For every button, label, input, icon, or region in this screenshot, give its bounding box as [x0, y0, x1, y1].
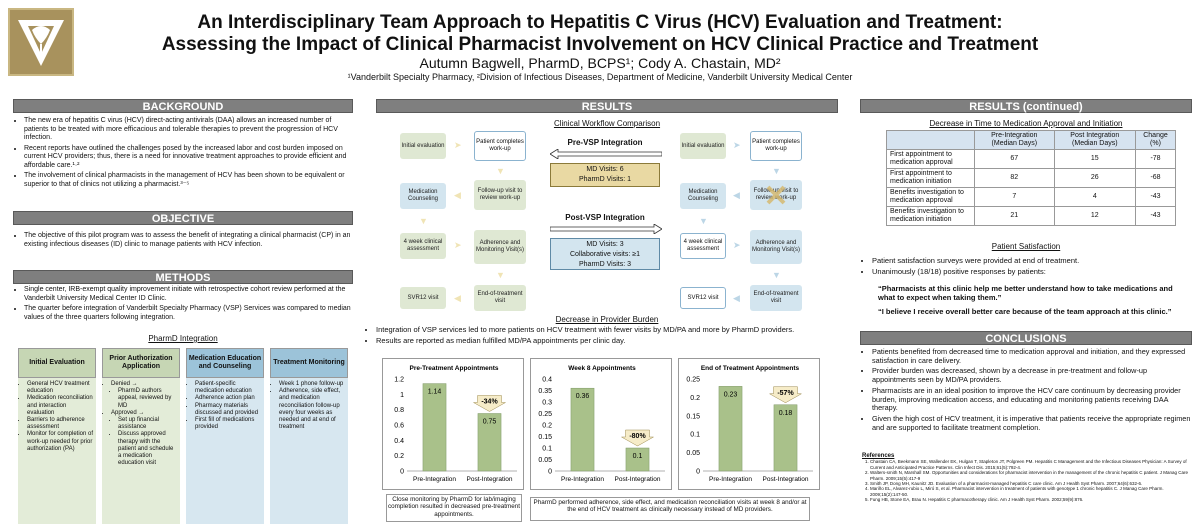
pre-adherence-visits: Adherence and Monitoring Visit(s)	[474, 230, 526, 264]
bar	[719, 386, 742, 471]
table-cell: 7	[975, 188, 1055, 207]
pre-pharmd-visits: PharmD Visits: 1	[579, 176, 631, 183]
pi-item: • Monitor for completion of work-up needed for prior authorization (PA)	[27, 431, 94, 453]
burden-title: Decrease in Provider Burden	[555, 315, 659, 324]
y-tick-label: 0	[548, 468, 552, 476]
quote-2: “I believe I receive overall better care because of the team approach at this clinic.”	[878, 307, 1172, 316]
post-medication-counseling: Medication Counseling	[680, 183, 726, 209]
conclusions-heading: CONCLUSIONS	[860, 331, 1192, 345]
pi-denied	[111, 381, 178, 410]
conclusion-bullet: • Patients benefited from decreased time to medication approval and initiation, and they expressed satisfaction in care delivery.	[872, 348, 1192, 365]
y-tick-label: 0.05	[686, 450, 700, 458]
table-cell: -68	[1136, 169, 1176, 188]
background-heading: BACKGROUND	[13, 99, 353, 113]
arrow-right-icon: ➤	[733, 140, 741, 150]
arrow-down-icon: ▼	[496, 166, 505, 176]
title-line-2: Assessing the Impact of Clinical Pharmacist Involvement on HCV Clinical Practice and Treatment	[161, 34, 1039, 55]
pi-col-medication-education	[186, 348, 264, 524]
quote-1: “Pharmacists at this clinic help me better understand how to take medications and what to expect when taking them.”	[878, 284, 1173, 302]
arrow-right-icon: ➤	[733, 240, 741, 250]
x-tick-label: Post-Integration	[614, 476, 661, 483]
bar-value-label: 0.36	[575, 393, 590, 401]
y-tick-label: 0.05	[538, 457, 552, 464]
table-cell: First appointment to medication initiation	[887, 169, 975, 188]
y-tick-label: 0.15	[538, 434, 552, 441]
chart-title: End of Treatment Appointments	[700, 365, 800, 372]
satisfaction-bullets	[862, 256, 1192, 278]
post-4week-assessment: 4 week clinical assessment	[680, 233, 726, 259]
results-heading: RESULTS	[376, 99, 838, 113]
post-patient-workup: Patient completes work-up	[750, 131, 802, 161]
x-tick-label: Pre-Integration	[413, 476, 456, 483]
table-header: Post Integration (Median Days)	[1054, 131, 1135, 150]
post-followup-visit	[750, 180, 802, 210]
y-tick-label: 0.2	[542, 422, 552, 430]
pi-col-title: Initial Evaluation	[18, 348, 96, 378]
table-cell: 26	[1054, 169, 1135, 188]
table-cell: First appointment to medication approval	[887, 150, 975, 169]
pre-vsp-label: Pre-VSP Integration	[567, 138, 643, 147]
methods-heading: METHODS	[13, 270, 353, 284]
bar-value-label: 0.23	[723, 391, 738, 399]
y-tick-label: 0.8	[394, 407, 404, 415]
bar-value-label: 0.18	[778, 409, 793, 417]
pre-initial-evaluation: Initial evaluation	[400, 133, 446, 159]
results-cont-heading: RESULTS (continued)	[860, 99, 1192, 113]
y-tick-label: 0.1	[542, 445, 552, 453]
cross-out-icon	[766, 185, 786, 205]
pre-medication-counseling: Medication Counseling	[400, 183, 446, 209]
y-tick-label: 0.4	[542, 376, 552, 384]
post-initial-evaluation: Initial evaluation	[680, 133, 726, 159]
pi-item: • Adherence action plan	[195, 395, 262, 402]
reference-item: 4. Mariño EL, Alvarez-rubio L, Miró S, et al. Pharmacist intervention in treatment of patients with genotype 1 chronic hepatitis C. J Manag Care Pharm. 2009;15(2):147-50.	[870, 486, 1192, 497]
post-visit-counts	[550, 238, 660, 270]
burden-bullet: • Integration of VSP services led to more patients on HCV treatment with fewer visits by MD/PA and more by PharmD providers.	[376, 325, 836, 334]
table-row	[887, 188, 1176, 207]
arrow-right-icon	[550, 224, 662, 234]
reference-item: 2. Walters-smith N, Marshall SM. Opportunities and considerations for pharmacist intervention in the management of the chronic hepatitis C patient. J Manag Care Pharm. 2009;15(5):417-9	[870, 470, 1192, 481]
table-cell: 15	[1054, 150, 1135, 169]
pi-col-title: Medication Education and Counseling	[186, 348, 264, 378]
objective-bullets	[14, 232, 354, 251]
chart-svg	[679, 359, 821, 491]
chart-svg	[531, 359, 673, 491]
pi-col-body	[270, 378, 348, 524]
burden-bullets	[366, 325, 836, 347]
table-cell: 82	[975, 169, 1055, 188]
references-heading: References	[862, 453, 895, 459]
oak-leaf-v-icon	[10, 10, 72, 74]
y-tick-label: 0	[696, 468, 700, 476]
reference-item: 3. Smith JP, Dong MH, Kaunitz JD. Evaluation of a pharmacist-managed hepatitis C care clinic. Am J Health Syst Pharm. 2007;64(6):632-6.	[870, 481, 1192, 486]
authors: Autumn Bagwell, PharmD, BCPS¹; Cody A. Chastain, MD²	[419, 55, 781, 71]
caption-left: Close monitoring by PharmD for lab/imaging completion resulted in decreased pre-treatment appointments.	[386, 494, 522, 522]
arrow-left-icon: ◀	[733, 190, 740, 200]
pre-svr12-visit: SVR12 visit	[400, 287, 446, 309]
affiliations: ¹Vanderbilt Specialty Pharmacy, ²Division of Infectious Diseases, Department of Medicine, Vanderbilt University Medical Center	[347, 72, 853, 82]
arrow-left-icon: ◀	[733, 293, 740, 303]
y-tick-label: 0.2	[690, 394, 700, 402]
burden-bullet: • Results are reported as median fulfilled MD/PA appointments per clinic day.	[376, 336, 836, 345]
chart-title: Pre-Treatment Appointments	[409, 365, 499, 372]
y-tick-label: 0.4	[394, 437, 404, 445]
pre-md-visits: MD Visits: 6	[586, 166, 624, 173]
pi-item: • Medication reconciliation and interaction evaluation	[27, 395, 94, 417]
table-cell: Benefits investigation to medication initiation	[887, 207, 975, 226]
pi-col-body	[102, 378, 180, 524]
x-tick-label: Post-Integration	[762, 476, 809, 483]
y-tick-label: 0.15	[686, 413, 700, 421]
satisfaction-bullet: • Unanimously (18/18) positive responses by patients:	[872, 267, 1192, 276]
pi-col-prior-authorization	[102, 348, 180, 524]
pi-approved	[111, 410, 178, 468]
vanderbilt-logo	[8, 8, 74, 76]
bar	[423, 384, 446, 471]
y-tick-label: 0.6	[394, 422, 404, 430]
arrow-down-icon: ▼	[772, 166, 781, 176]
table-cell: 21	[975, 207, 1055, 226]
table-header: Change (%)	[1136, 131, 1176, 150]
post-followup-label: Follow-up visit to review work-up	[753, 188, 799, 201]
background-bullets	[14, 117, 354, 191]
conclusion-bullet: • Given the high cost of HCV treatment, it is imperative that patients receive the appropriate regimen and are supported to facilitate treatment completion.	[872, 415, 1192, 432]
table-cell: -43	[1136, 207, 1176, 226]
y-tick-label: 0.25	[538, 411, 552, 418]
methods-bullets	[14, 286, 354, 324]
table-row	[887, 169, 1176, 188]
pi-col-title: Prior Authorization Application	[102, 348, 180, 378]
caption-right: PharmD performed adherence, side effect, and medication reconciliation visits at week 8 and/or at the end of HCV treatment as clinically necessary instead of MD providers.	[530, 497, 810, 521]
table-row	[887, 150, 1176, 169]
conclusion-bullet: • Pharmacists are in an ideal position to improve the HCV care continuum by decreasing provider burden, improving medication access, and educating and monitoring patients receiving DAA therapy.	[872, 387, 1192, 413]
y-tick-label: 0.2	[394, 453, 404, 461]
bar-value-label: 1.14	[427, 388, 442, 396]
arrow-left-icon: ◀	[454, 293, 461, 303]
pi-item: • Week 1 phone follow-up	[279, 381, 346, 388]
methods-bullet: • The quarter before integration of Vanderbilt Specialty Pharmacy (VSP) Services was compared to median values of the three quarters following integration.	[24, 305, 354, 322]
arrow-right-icon: ➤	[454, 140, 462, 150]
arrow-down-icon: ▼	[496, 270, 505, 280]
table-header: Pre-Integration (Median Days)	[975, 131, 1055, 150]
conclusions-bullets	[862, 348, 1192, 434]
pre-visit-counts	[550, 163, 660, 187]
pi-col-body	[186, 378, 264, 524]
table-cell: 12	[1054, 207, 1135, 226]
bar-value-label: 0.75	[482, 418, 497, 426]
poster-header	[0, 0, 1200, 92]
title-line-1: An Interdisciplinary Team Approach to Hepatitis C Virus (HCV) Evaluation and Treatment:	[197, 12, 1003, 33]
y-tick-label: 0.25	[686, 376, 700, 384]
pi-item: • First fill of medications provided	[195, 417, 262, 431]
y-tick-label: 0.1	[690, 431, 700, 439]
pi-item: • Adherence, side effect, and medication reconciliation follow-up every four weeks as needed and at end of treatment	[279, 388, 346, 431]
table-row	[887, 207, 1176, 226]
post-svr12-visit: SVR12 visit	[680, 287, 726, 309]
arrow-left-icon: ◀	[454, 190, 461, 200]
y-tick-label: 0.35	[538, 388, 552, 395]
chart-svg	[383, 359, 525, 491]
x-tick-label: Post-Integration	[466, 476, 513, 483]
y-tick-label: 0	[400, 468, 404, 476]
change-annotation: -57%	[777, 389, 794, 397]
pre-4week-assessment: 4 week clinical assessment	[400, 233, 446, 259]
arrow-down-icon: ▼	[772, 270, 781, 280]
chart-eot	[678, 358, 820, 490]
pi-col-initial-evaluation	[18, 348, 96, 524]
post-adherence-visits: Adherence and Monitoring Visit(s)	[750, 230, 802, 264]
table-cell: 67	[975, 150, 1055, 169]
bar-value-label: 0.1	[632, 453, 643, 460]
time-table	[886, 130, 1176, 226]
bar	[571, 388, 594, 471]
y-tick-label: 0.3	[542, 399, 552, 407]
pi-item: • Set up financial assistance	[118, 417, 178, 431]
background-bullet: • The new era of hepatitis C virus (HCV) direct-acting antivirals (DAA) allows an increased number of patients to be treated with more efficacious and tolerable therapies to prevent the progression of HCV infection.	[24, 117, 354, 143]
pi-denied-label: Denied →	[111, 381, 138, 387]
workflow-title: Clinical Workflow Comparison	[553, 119, 661, 128]
chart-week8	[530, 358, 672, 490]
post-collab-visits: Collaborative visits: ≥1	[570, 251, 640, 258]
post-eot-visit: End-of-treatment visit	[750, 285, 802, 311]
objective-bullet: • The objective of this pilot program was to assess the benefit of integrating a clinical pharmacist (CP) in an existing infectious diseases (ID) clinic to manage patients with HCV infection.	[24, 232, 354, 249]
y-tick-label: 1.2	[394, 376, 404, 384]
objective-heading: OBJECTIVE	[13, 211, 353, 225]
conclusion-bullet: • Provider burden was decreased, shown by a decrease in pre-treatment and follow-up appointments seen by MD/PA providers.	[872, 367, 1192, 384]
arrow-right-icon: ➤	[454, 240, 462, 250]
pi-col-treatment-monitoring	[270, 348, 348, 524]
arrow-down-icon: ▼	[419, 216, 428, 226]
x-tick-label: Pre-Integration	[561, 476, 604, 483]
reference-item: 5. Fung HB, Stone EA, Brau N. Hepatitis C pharmacotherapy clinic. Am J Health Syst Pharm. 2002;59(9):876.	[870, 497, 1192, 502]
background-bullet: • Recent reports have outlined the challenges posed by the increased labor and cost burden imposed on current HCV providers; thus, there is a need for innovative treatment approaches to provide efficient and affordable care.¹·²	[24, 145, 354, 171]
post-pharmd-visits: PharmD Visits: 3	[579, 261, 631, 268]
pre-patient-workup: Patient completes work-up	[474, 131, 526, 161]
background-bullet: • The involvement of clinical pharmacists in the management of HCV has been shown to be equivalent or superior to that of clinics not utilizing a pharmacist.³⁻⁵	[24, 172, 354, 189]
table-header	[887, 131, 975, 150]
y-tick-label: 1	[400, 391, 404, 399]
pi-col-body	[18, 378, 96, 524]
pi-item: • Barriers to adherence assessment	[27, 417, 94, 431]
references	[862, 454, 1192, 503]
chart-title: Week 8 Appointments	[568, 365, 636, 372]
pi-item: • Pharmacy materials discussed and provided	[195, 403, 262, 417]
post-md-visits: MD Visits: 3	[586, 241, 624, 248]
pi-approved-label: Approved →	[111, 409, 145, 416]
arrow-left-icon	[550, 149, 662, 159]
pi-col-title: Treatment Monitoring	[270, 348, 348, 378]
arrow-down-icon: ▼	[699, 216, 708, 226]
satisfaction-title: Patient Satisfaction	[991, 242, 1061, 251]
pre-followup-visit: Follow-up visit to review work-up	[474, 180, 526, 210]
pharmd-integration-title: PharmD Integration	[148, 334, 218, 343]
chart-pre-treatment	[382, 358, 524, 490]
pre-eot-visit: End-of-treatment visit	[474, 285, 526, 311]
table-title: Decrease in Time to Medication Approval and Initiation	[929, 119, 1123, 128]
table-cell: -43	[1136, 188, 1176, 207]
table-header-row	[887, 131, 1176, 150]
table-cell: 4	[1054, 188, 1135, 207]
pi-item: • Patient-specific medication education	[195, 381, 262, 395]
post-vsp-label: Post-VSP Integration	[565, 213, 645, 222]
table-cell: -78	[1136, 150, 1176, 169]
change-annotation: -34%	[481, 398, 498, 406]
pi-item: • General HCV treatment education	[27, 381, 94, 395]
x-tick-label: Pre-Integration	[709, 476, 752, 483]
reference-item: 1. Chastain CA, Beekmann SE, Wallender EK, Hulgan T, Stapleton JT, Polgreen PM. Hepatitis C Management and the Infectious Diseases Physician: A Survey of Current and Anticipated Practice Patterns. Clin Infect Dis. 2015;61(5):792-4.	[870, 459, 1192, 470]
table-cell: Benefits investigation to medication approval	[887, 188, 975, 207]
pi-item: • PharmD authors appeal, reviewed by MD	[118, 388, 178, 410]
methods-bullet: • Single center, IRB-exempt quality improvement initiate with retrospective cohort review performed at the Vanderbilt University Medical Center ID Clinic.	[24, 286, 354, 303]
satisfaction-bullet: • Patient satisfaction surveys were provided at end of treatment.	[872, 256, 1192, 265]
change-annotation: -80%	[629, 433, 646, 440]
pi-item: • Discuss approved therapy with the patient and schedule a medication education visit	[118, 431, 178, 467]
